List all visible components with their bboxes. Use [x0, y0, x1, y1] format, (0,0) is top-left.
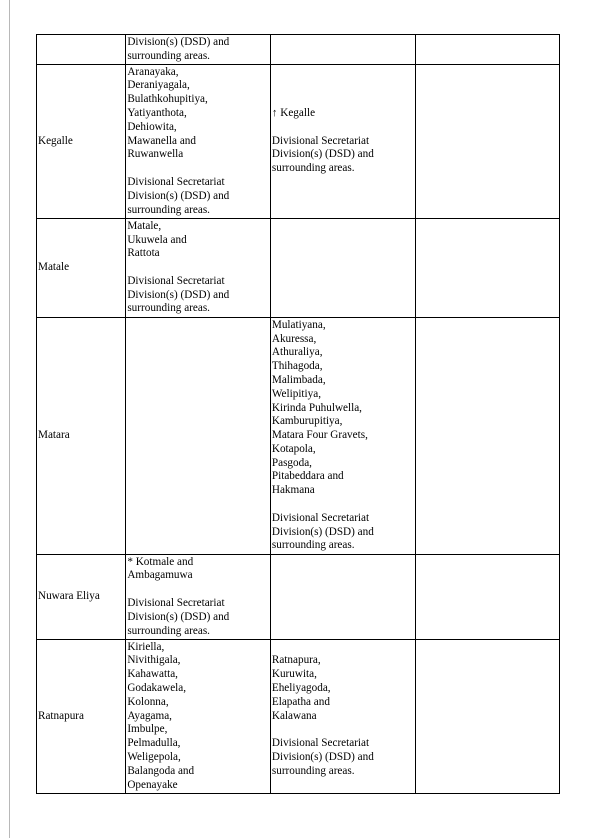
area-line: Mawanella and — [127, 134, 196, 147]
area-line: Divisional Secretariat — [127, 175, 225, 188]
district-table — [36, 34, 560, 794]
table-row — [37, 555, 560, 640]
area-line: Ayagama, — [127, 709, 172, 722]
area-line: Matale, — [127, 219, 162, 232]
areas-cell-secondary — [270, 219, 416, 318]
blank-line — [272, 121, 415, 135]
area-line: Akuressa, — [271, 332, 317, 345]
area-line: Bulathkohupitiya, — [127, 93, 208, 106]
area-line: Godakawela, — [127, 682, 187, 694]
area-line: Divisional Secretariat — [127, 274, 225, 287]
area-line: Division(s) (DSD) and — [127, 35, 230, 48]
table-row — [37, 219, 560, 318]
area-line: Kahawatta, — [127, 668, 178, 681]
empty-cell — [416, 555, 560, 640]
areas-cell-primary — [126, 318, 271, 555]
area-line: Elapatha and — [271, 695, 330, 708]
areas-cell-secondary — [270, 65, 416, 219]
area-line: Dehiowita, — [127, 120, 177, 133]
areas-cell-secondary — [270, 35, 416, 65]
area-line: Aranayaka, — [127, 65, 179, 78]
area-line: Pasgoda, — [271, 456, 312, 469]
areas-cell-primary — [126, 65, 271, 219]
district-cell — [37, 35, 126, 65]
area-line: Openayake — [127, 778, 178, 791]
area-line: Pelmadulla, — [127, 737, 181, 750]
district-cell: Kegalle — [37, 65, 126, 219]
area-line: Kirinda Puhulwella, — [271, 401, 362, 414]
blank-line — [272, 498, 415, 512]
area-line: Rattota — [127, 247, 160, 260]
area-line: Pitabeddara and — [271, 470, 344, 483]
empty-cell — [416, 318, 560, 555]
areas-cell-primary — [126, 555, 271, 640]
area-line: Ambagamuwa — [127, 569, 193, 582]
area-line: ↑ Kegalle — [271, 107, 316, 119]
area-line: Divisional Secretariat — [271, 511, 370, 524]
empty-cell — [416, 65, 560, 219]
area-line: Ukuwela and — [127, 233, 187, 246]
area-line: Matara Four Gravets, — [271, 429, 368, 442]
area-line: Kiriella, — [127, 640, 165, 653]
page-edge-line — [9, 0, 10, 838]
district-cell: Matale — [37, 219, 126, 318]
area-line: surrounding areas. — [127, 49, 210, 62]
area-line: Division(s) (DSD) and — [271, 750, 374, 763]
area-line: Kamburupitiya, — [271, 415, 343, 428]
area-line: Athuraliya, — [271, 346, 323, 359]
area-line: Thihagoda, — [271, 360, 323, 373]
area-line: surrounding areas. — [271, 764, 355, 777]
area-line: Divisional Secretariat — [127, 597, 225, 609]
area-line: Kolonna, — [127, 695, 169, 708]
area-line: Division(s) (DSD) and — [127, 288, 230, 301]
area-line: Division(s) (DSD) and — [127, 610, 230, 623]
area-line: surrounding areas. — [127, 203, 210, 216]
area-line: Balangoda and — [127, 764, 195, 777]
area-line: Mulatiyana, — [271, 318, 326, 331]
area-line: Deraniyagala, — [127, 79, 190, 92]
area-line: Ruwanwella — [127, 148, 184, 161]
areas-cell-primary — [126, 640, 271, 794]
area-line: Imbulpe, — [127, 723, 168, 736]
area-line: Kuruwita, — [271, 668, 317, 681]
area-line: Division(s) (DSD) and — [271, 148, 374, 161]
empty-cell — [416, 219, 560, 318]
areas-cell-primary — [126, 35, 271, 65]
area-line: Divisional Secretariat — [271, 737, 370, 750]
areas-cell-secondary — [270, 640, 416, 794]
area-line: Ratnapura, — [271, 654, 321, 667]
areas-cell-secondary — [270, 318, 416, 555]
table-row — [37, 65, 560, 219]
area-line: surrounding areas. — [127, 302, 210, 315]
district-cell: Matara — [37, 318, 126, 555]
area-line: * Kotmale and — [127, 555, 194, 568]
area-line: Welipitiya, — [271, 387, 321, 400]
empty-cell — [416, 35, 560, 65]
table-row — [37, 318, 560, 555]
table-body — [37, 35, 560, 794]
area-line: Kalawana — [271, 709, 317, 722]
area-line: Division(s) (DSD) and — [127, 189, 230, 202]
area-line: Eheliyagoda, — [271, 682, 331, 694]
area-line: Divisional Secretariat — [271, 134, 370, 147]
areas-cell-secondary — [270, 555, 416, 640]
table-row — [37, 35, 560, 65]
blank-line — [127, 583, 269, 597]
blank-line — [127, 162, 269, 176]
blank-line — [272, 723, 415, 737]
area-line: Kotapola, — [271, 442, 316, 455]
blank-line — [127, 261, 269, 275]
area-line: Malimbada, — [271, 373, 326, 386]
area-line: Nivithigala, — [127, 654, 181, 667]
area-line: Weligepola, — [127, 750, 181, 763]
empty-cell — [416, 640, 560, 794]
areas-cell-primary — [126, 219, 271, 318]
area-line: surrounding areas. — [271, 162, 355, 175]
area-line: Yatiyanthota, — [127, 107, 187, 119]
area-line: Division(s) (DSD) and — [271, 525, 374, 538]
area-line: surrounding areas. — [127, 624, 210, 637]
table-row — [37, 640, 560, 794]
district-cell: Ratnapura — [37, 640, 126, 794]
area-line: Hakmana — [271, 484, 315, 497]
district-cell: Nuwara Eliya — [37, 555, 126, 640]
area-line: surrounding areas. — [271, 539, 355, 552]
